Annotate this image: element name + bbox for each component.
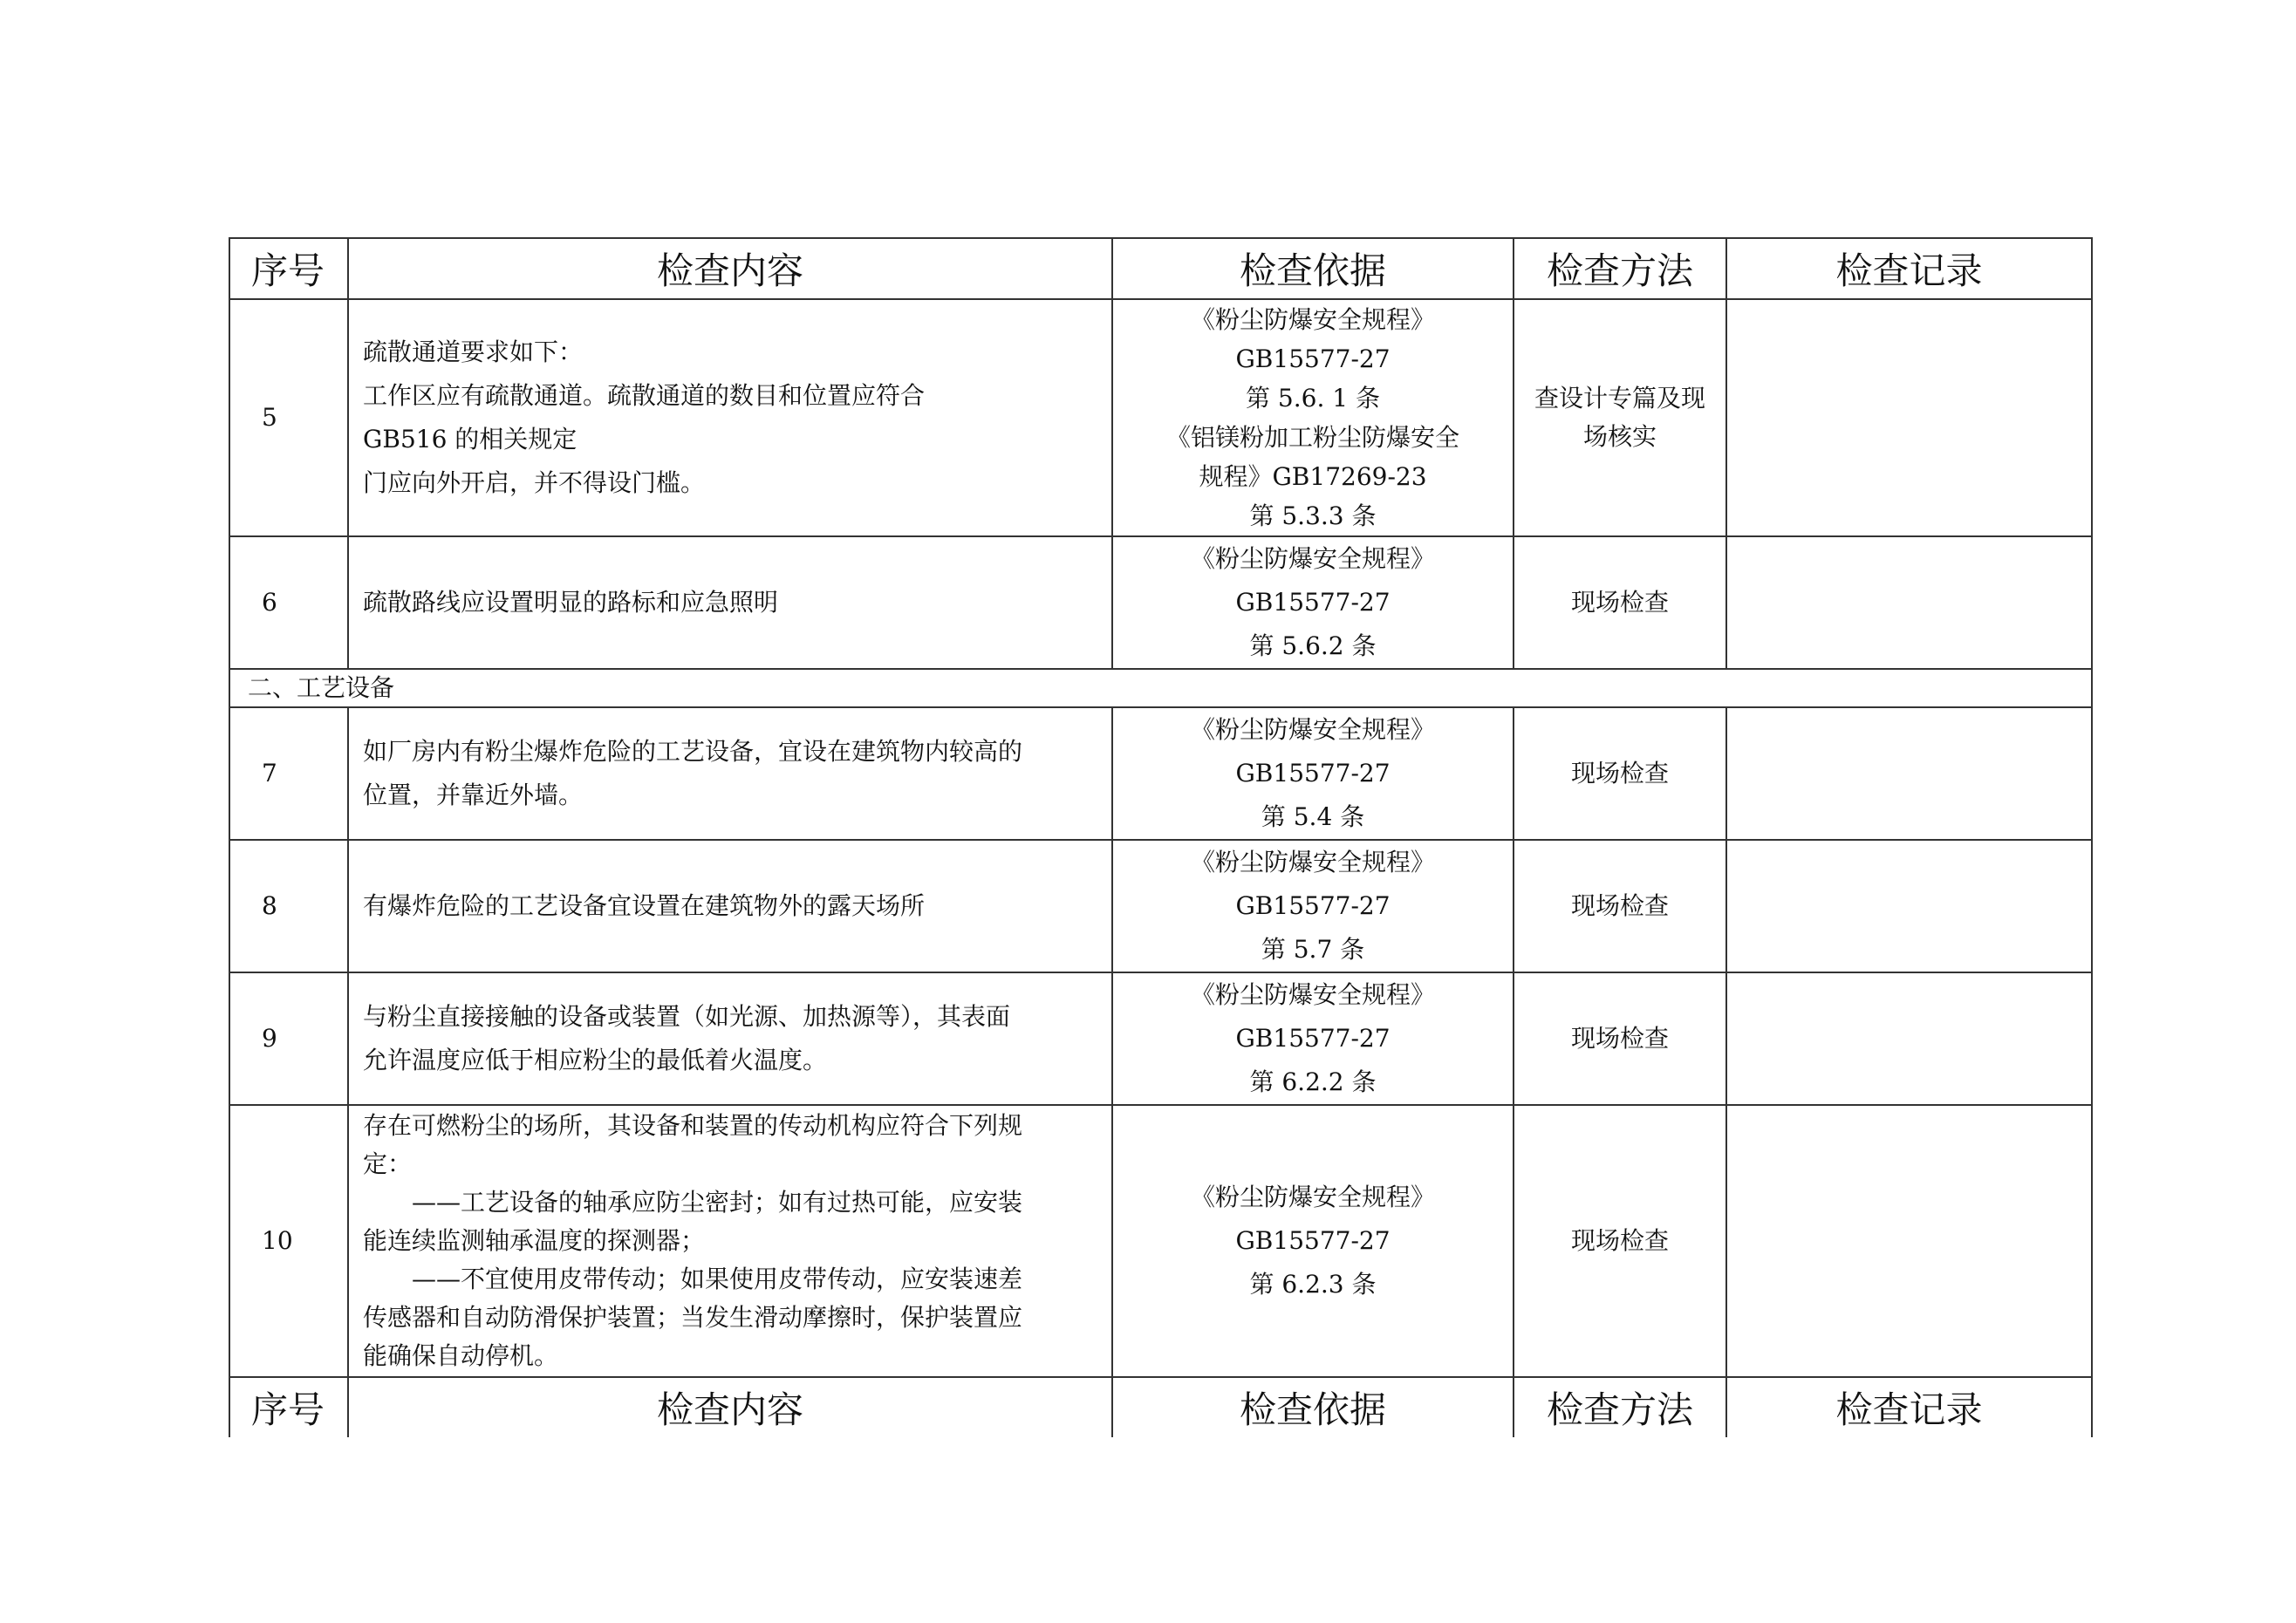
- header-method: 检查方法: [1514, 1377, 1726, 1437]
- method-line: 现场检查: [1570, 759, 1669, 788]
- row-no: 10: [229, 1105, 348, 1377]
- table-row: [229, 707, 2092, 840]
- table-header-row: [229, 238, 2092, 299]
- row-content: [348, 840, 1112, 972]
- header-basis: 检查依据: [1112, 238, 1514, 299]
- basis-line: 规程》GB17269-23: [1199, 462, 1427, 491]
- basis-line: 《铝镁粉加工粉尘防爆安全: [1165, 423, 1459, 452]
- method-line: 现场检查: [1570, 588, 1669, 617]
- row-no: 7: [229, 707, 348, 840]
- row-basis: [1112, 840, 1514, 972]
- row-record: [1726, 1105, 2092, 1377]
- row-no: 9: [229, 972, 348, 1105]
- row-content: [348, 536, 1112, 669]
- basis-line: 《粉尘防爆安全规程》: [1190, 544, 1435, 573]
- table-row: [229, 536, 2092, 669]
- repeated-header-row: [229, 1377, 2092, 1437]
- content-line: 允许温度应低于相应粉尘的最低着火温度。: [363, 1046, 828, 1074]
- basis-line: 《粉尘防爆安全规程》: [1190, 848, 1435, 876]
- content-line: 存在可燃粉尘的场所，其设备和装置的传动机构应符合下列规: [363, 1111, 1023, 1140]
- basis-line: 第 5.6. 1 条: [1246, 384, 1380, 413]
- header-content: 检查内容: [348, 238, 1112, 299]
- content-line: 能连续监测轴承温度的探测器；: [363, 1226, 706, 1255]
- table-row: [229, 840, 2092, 972]
- row-method: [1514, 840, 1726, 972]
- basis-line: GB15577-27: [1235, 588, 1391, 617]
- content-line: 传感器和自动防滑保护装置；当发生滑动摩擦时，保护装置应: [363, 1303, 1023, 1332]
- header-content: 检查内容: [348, 1377, 1112, 1437]
- header-method: 检查方法: [1514, 238, 1726, 299]
- content-line: 有爆炸危险的工艺设备宜设置在建筑物外的露天场所: [363, 891, 926, 920]
- header-no: 序号: [229, 1377, 348, 1437]
- basis-line: 第 5.4 条: [1261, 802, 1365, 831]
- row-record: [1726, 840, 2092, 972]
- basis-line: GB15577-27: [1235, 1226, 1391, 1255]
- content-line: 如厂房内有粉尘爆炸危险的工艺设备，宜设在建筑物内较高的: [363, 737, 1023, 766]
- table-row: [229, 299, 2092, 536]
- basis-line: GB15577-27: [1235, 891, 1391, 920]
- row-method: [1514, 707, 1726, 840]
- content-line: 能确保自动停机。: [363, 1341, 559, 1370]
- content-line: 疏散路线应设置明显的路标和应急照明: [363, 588, 779, 617]
- inspection-table-sheet: [229, 237, 2091, 1437]
- inspection-table: [229, 237, 2093, 1437]
- row-method: [1514, 1105, 1726, 1377]
- row-no: 8: [229, 840, 348, 972]
- basis-line: 第 5.6.2 条: [1249, 631, 1377, 660]
- method-line: 查设计专篇及现: [1534, 384, 1705, 413]
- section-row: [229, 669, 2092, 707]
- row-record: [1726, 972, 2092, 1105]
- method-line: 现场检查: [1570, 1024, 1669, 1053]
- row-record: [1726, 299, 2092, 536]
- row-no: 6: [229, 536, 348, 669]
- row-basis: [1112, 299, 1514, 536]
- header-basis: 检查依据: [1112, 1377, 1514, 1437]
- basis-line: 第 6.2.2 条: [1249, 1067, 1377, 1096]
- method-line: 现场检查: [1570, 1226, 1669, 1255]
- row-no: 5: [229, 299, 348, 536]
- header-record: 检查记录: [1726, 1377, 2092, 1437]
- basis-line: 第 5.7 条: [1261, 935, 1365, 964]
- header-no: 序号: [229, 238, 348, 299]
- basis-line: GB15577-27: [1235, 759, 1391, 788]
- table-row: [229, 1105, 2092, 1377]
- row-record: [1726, 536, 2092, 669]
- method-line: 场核实: [1582, 422, 1657, 451]
- basis-line: 《粉尘防爆安全规程》: [1190, 305, 1435, 334]
- content-line: 工作区应有疏散通道。疏散通道的数目和位置应符合: [363, 381, 926, 410]
- row-basis: [1112, 536, 1514, 669]
- basis-line: 第 6.2.3 条: [1249, 1270, 1377, 1299]
- row-basis: [1112, 972, 1514, 1105]
- content-line: GB516 的相关规定: [363, 425, 577, 453]
- basis-line: 《粉尘防爆安全规程》: [1190, 980, 1435, 1009]
- row-method: [1514, 299, 1726, 536]
- row-record: [1726, 707, 2092, 840]
- content-line: 位置，并靠近外墙。: [363, 781, 584, 809]
- section-title: 二、工艺设备: [229, 669, 2092, 707]
- content-line: 与粉尘直接接触的设备或装置（如光源、加热源等），其表面: [363, 1002, 1011, 1031]
- content-line: ——不宜使用皮带传动；如果使用皮带传动，应安装速差: [412, 1265, 1023, 1293]
- basis-line: 《粉尘防爆安全规程》: [1190, 1183, 1435, 1211]
- content-line: 门应向外开启，并不得设门槛。: [363, 468, 706, 497]
- method-line: 现场检查: [1570, 891, 1669, 920]
- basis-line: 《粉尘防爆安全规程》: [1190, 715, 1435, 744]
- table-row: [229, 972, 2092, 1105]
- content-line: 疏散通道要求如下：: [363, 338, 584, 366]
- basis-line: GB15577-27: [1235, 344, 1391, 373]
- row-content: [348, 1105, 1112, 1377]
- header-record: 检查记录: [1726, 238, 2092, 299]
- content-line: 定：: [363, 1149, 413, 1178]
- row-method: [1514, 972, 1726, 1105]
- row-content: [348, 972, 1112, 1105]
- basis-line: GB15577-27: [1235, 1024, 1391, 1053]
- row-basis: [1112, 707, 1514, 840]
- row-content: [348, 299, 1112, 536]
- row-content: [348, 707, 1112, 840]
- content-line: ——工艺设备的轴承应防尘密封；如有过热可能，应安装: [412, 1188, 1023, 1217]
- basis-line: 第 5.3.3 条: [1249, 501, 1377, 530]
- row-basis: [1112, 1105, 1514, 1377]
- row-method: [1514, 536, 1726, 669]
